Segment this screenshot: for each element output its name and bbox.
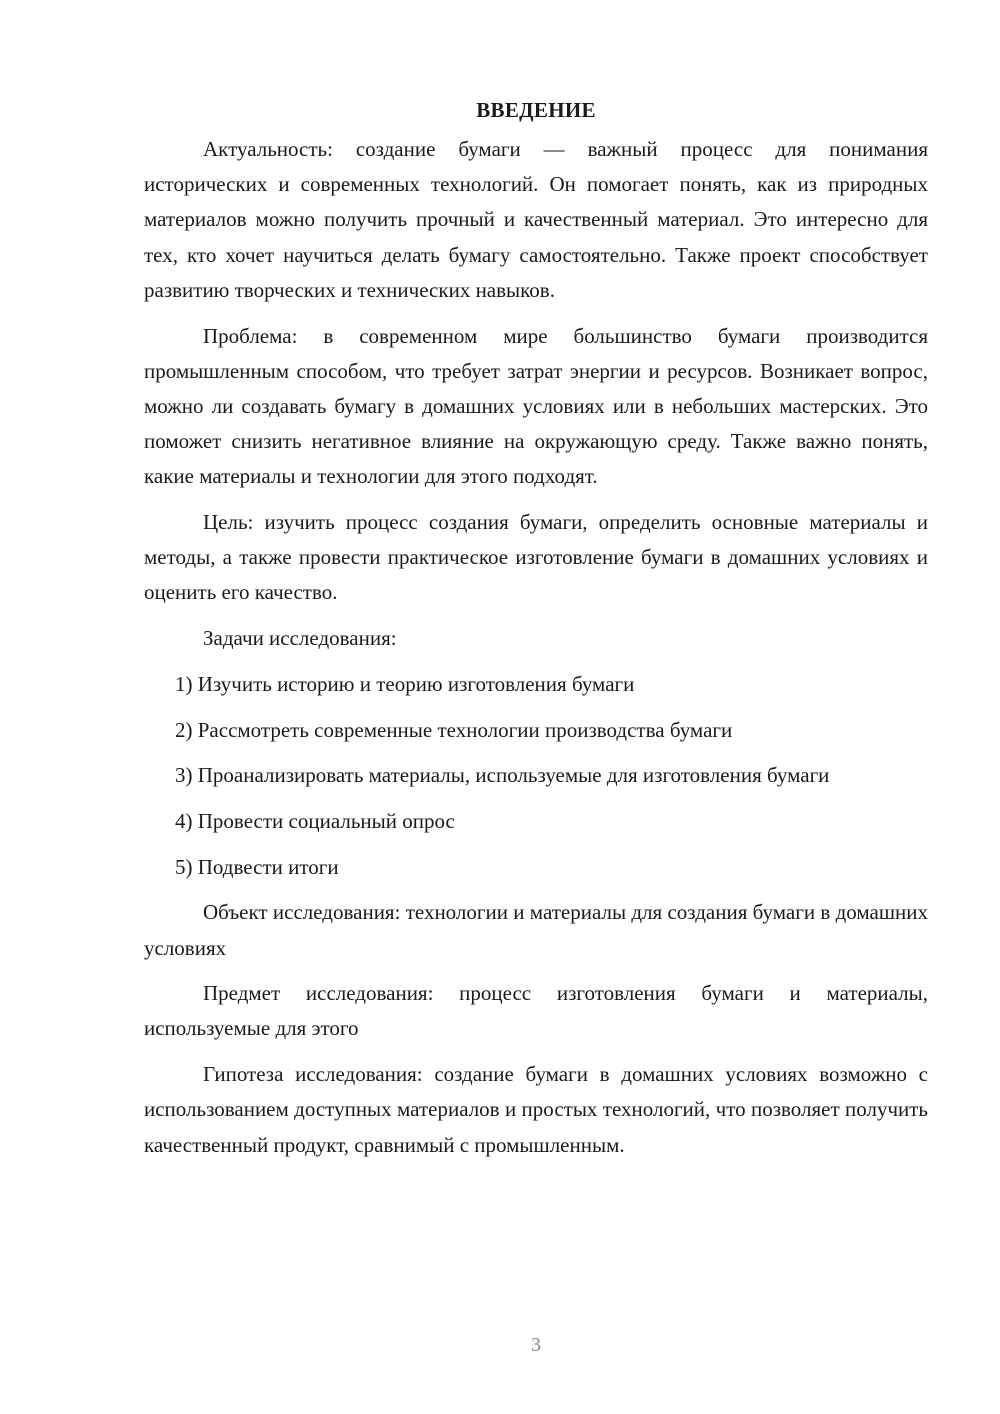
task-item: 5) Подвести итоги [175, 854, 339, 879]
hypothesis-paragraph: Гипотеза исследования: создание бумаги в домашних условиях возможно с использованием доступных материалов и простых технологий, что позволяет получить качественный продукт, сравнимый с промышленным. [144, 1062, 928, 1157]
document-page [144, 96, 928, 1173]
task-item: 4) Провести социальный опрос [175, 808, 455, 833]
task-item: 2) Рассмотреть современные технологии производства бумаги [175, 717, 733, 742]
object-paragraph: Объект исследования: технологии и материалы для создания бумаги в домашних условиях [144, 900, 928, 960]
task-item: 3) Проанализировать материалы, используемые для изготовления бумаги [175, 763, 830, 788]
problem-paragraph: Проблема: в современном мире большинство бумаги производится промышленным способом, что требует затрат энергии и ресурсов. Возникает вопрос, можно ли создавать бумагу в домашних условиях или в небольших мастерских. Это поможет снизить негативное влияние на окружающую среду. Также важно понять, какие материалы и технологии для этого подходят. [144, 323, 928, 489]
tasks-heading: Задачи исследования: [203, 626, 397, 651]
task-item: 1) Изучить историю и теорию изготовления бумаги [175, 671, 635, 696]
goal-paragraph: Цель: изучить процесс создания бумаги, определить основные материалы и методы, а также провести практическое изготовление бумаги в домашних условиях и оценить его качество. [144, 510, 928, 605]
section-title: ВВЕДЕНИЕ [476, 98, 596, 122]
relevance-paragraph: Актуальность: создание бумаги — важный процесс для понимания исторических и современных технологий. Он помогает понять, как из природных материалов можно получить прочный и качественный материал. Это интересно для тех, кто хочет научиться делать бумагу самостоятельно. Также проект способствует развитию творческих и технических навыков. [144, 137, 928, 302]
subject-paragraph: Предмет исследования: процесс изготовления бумаги и материалы, используемые для этого [144, 981, 928, 1041]
page-number: 3 [531, 1334, 541, 1356]
